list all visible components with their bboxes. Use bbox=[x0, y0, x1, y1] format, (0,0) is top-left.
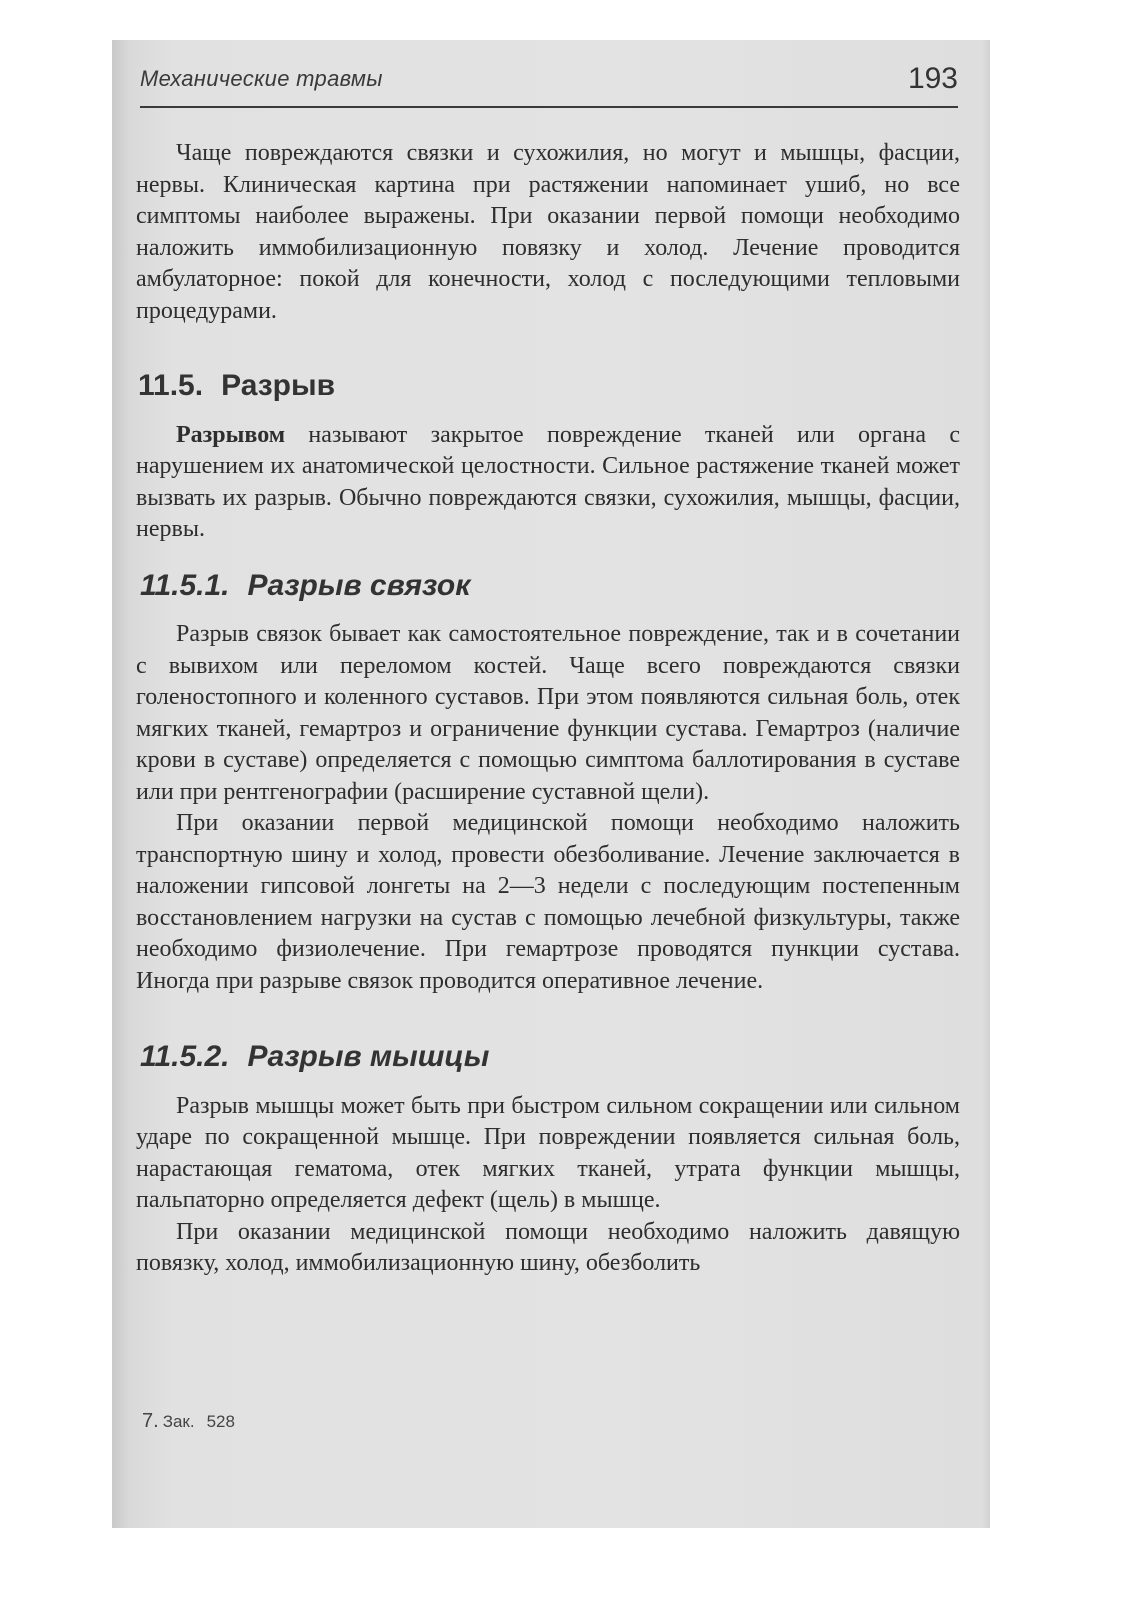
printer-signature bbox=[142, 1410, 235, 1433]
subsection-number: 11.5.2. bbox=[140, 1040, 230, 1073]
intro-paragraph: Чаще повреждаются связки и сухожилия, но могут и мышцы, фасции, нервы. Клиническая картина при растяжении напоминает ушиб, но все симптомы наиболее выражены. При оказании первой помощи необходимо наложить иммобилизационную повязку и холод. Лечение проводится амбулаторное: покой для конечности, холод с последующими тепловыми процедурами. bbox=[136, 140, 960, 324]
subsection-number: 11.5.1. bbox=[140, 568, 230, 602]
subsection-heading-muscle bbox=[140, 1041, 960, 1073]
section-paragraph-text: называют закрытое повреждение тканей или органа с нарушением их анатомической целостности. Сильное растяжение тканей может вызвать их разрыв. Обычно повреждаются связки, сухожилия, мышцы, фасции, нервы. bbox=[136, 421, 961, 542]
section-number: 11.5. bbox=[138, 369, 204, 402]
muscle-paragraph-2: При оказании медицинской помощи необходимо наложить давящую повязку, холод, иммобилизационную шину, обезболить bbox=[136, 1218, 960, 1276]
section-title: Разрыв bbox=[221, 369, 336, 402]
order-number: 528 bbox=[206, 1412, 235, 1431]
ligament-paragraph-1: Разрыв связок бывает как самостоятельное повреждение, так и в сочетании с вывихом или переломом костей. Чаще всего повреждаются связки голеностопного и коленного суставов. При этом появляются сильная боль, отек мягких тканей, гемартроз и ограничение функции сустава. Гемартроз (наличие крови в суставе) определяется с помощью симптома баллотирования в суставе или при рентгенографии (расширение суставной щели). bbox=[136, 621, 960, 805]
order-label: Зак. bbox=[162, 1412, 195, 1431]
ligament-paragraph-2: При оказании первой медицинской помощи необходимо наложить транспортную шину и холод, провести обезболивание. Лечение заключается в наложении гипсовой лонгеты на 2—3 недели с последующим постепенным восстановлением нагрузки на сустав с помощью лечебной физкультуры, также необходимо физиолечение. При гемартрозе проводятся пункции сустава. Иногда при разрыве связок проводится оперативное лечение. bbox=[136, 810, 960, 994]
section-heading bbox=[138, 370, 960, 402]
section-paragraph bbox=[136, 420, 960, 546]
signature-number: 7. bbox=[142, 1410, 159, 1432]
page-content bbox=[136, 138, 960, 1280]
running-header bbox=[140, 62, 958, 108]
page-number: 193 bbox=[907, 62, 958, 95]
section-term: Разрывом bbox=[176, 421, 286, 448]
subsection-heading-ligaments bbox=[140, 570, 960, 602]
subsection-title: Разрыв мышцы bbox=[247, 1040, 490, 1073]
muscle-paragraph-1: Разрыв мышцы может быть при быстром сильном сокращении или сильном ударе по сокращенной мышце. При повреждении появляется сильная боль, нарастающая гематома, отек мягких тканей, утрата функции мышцы, пальпаторно определяется дефект (щель) в мышце. bbox=[136, 1092, 960, 1213]
subsection-title: Разрыв связок bbox=[247, 568, 471, 602]
book-page bbox=[112, 40, 990, 1528]
running-header-title: Механические травмы bbox=[140, 66, 383, 91]
